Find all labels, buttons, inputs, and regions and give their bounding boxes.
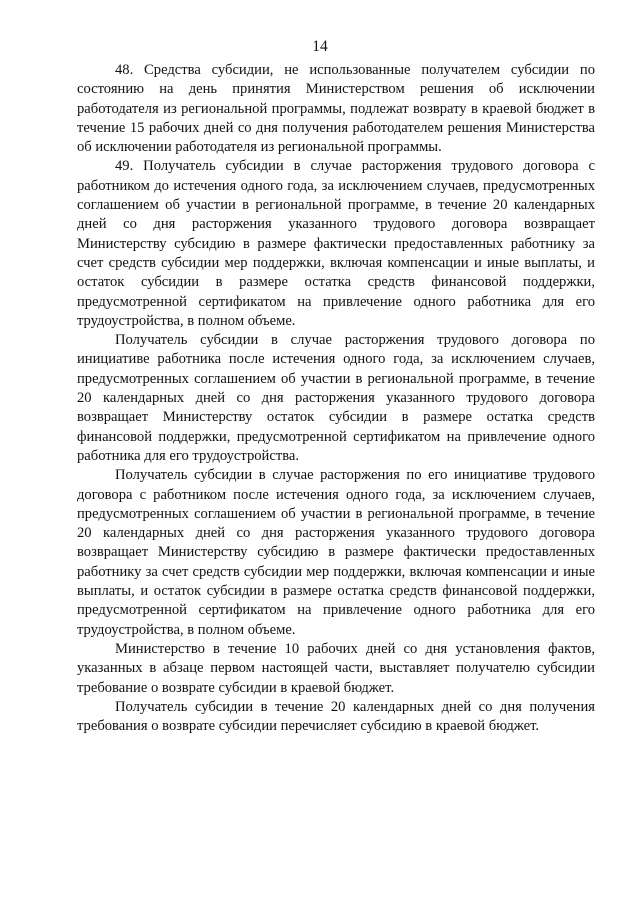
paragraph-49: 49. Получатель субсидии в случае расторжения трудового договора с работником до истечения одного года, за исключением случаев, предусмотренных соглашением об участии в региональной программе, в течение 20 календарных дней со дня расторжения указанного трудового договора возвращает Министерству субсидию в размере фактически предоставленных работнику за счет средств субсидии мер поддержки, включая компенсации и иные выплаты, и остаток субсидии в размере остатка средств финансовой поддержки, предусмотренной сертификатом на привлечение одного работника для его трудоустройства, в полном объеме.	[77, 158, 595, 329]
paragraph-ministry-demand: Министерство в течение 10 рабочих дней со дня установления фактов, указанных в абзаце первом настоящей части, выставляет получателю субсидии требование о возврате субсидии в краевой бюджет.	[77, 640, 595, 696]
document-body	[77, 61, 595, 736]
paragraph-48: 48. Средства субсидии, не использованные получателем субсидии по состоянию на день принятия Министерством решения об исключении работодателя из региональной программы, подлежат возврату в краевой бюджет в течение 15 рабочих дней со дня получения работодателем решения Министерства об исключении работодателя из региональной программы.	[77, 62, 595, 156]
page-number: 14	[312, 38, 328, 55]
paragraph-refund-transfer: Получатель субсидии в течение 20 календарных дней со дня получения требования о возврате субсидии перечисляет субсидию в краевой бюджет.	[77, 698, 595, 735]
paragraph-employer-initiative: Получатель субсидии в случае расторжения по его инициативе трудового договора с работником после истечения одного года, за исключением случаев, предусмотренных соглашением об участии в региональной программе, в течение 20 календарных дней со дня расторжения указанного трудового договора возвращает Министерству субсидию в размере фактически предоставленных работнику за счет средств субсидии мер поддержки, включая компенсации и иные выплаты, и остаток субсидии в размере остатка средств финансовой поддержки, предусмотренной сертификатом на привлечение одного работника для его трудоустройства, в полном объеме.	[77, 467, 595, 638]
paragraph-employee-initiative: Получатель субсидии в случае расторжения трудового договора по инициативе работника после истечения одного года, за исключением случаев, предусмотренных соглашением об участии в региональной программе, в течение 20 календарных дней со дня расторжения указанного трудового договора возвращает Министерству остаток субсидии в размере остатка средств финансовой поддержки, предусмотренной сертификатом на привлечение одного работника для его трудоустройства.	[77, 332, 595, 464]
